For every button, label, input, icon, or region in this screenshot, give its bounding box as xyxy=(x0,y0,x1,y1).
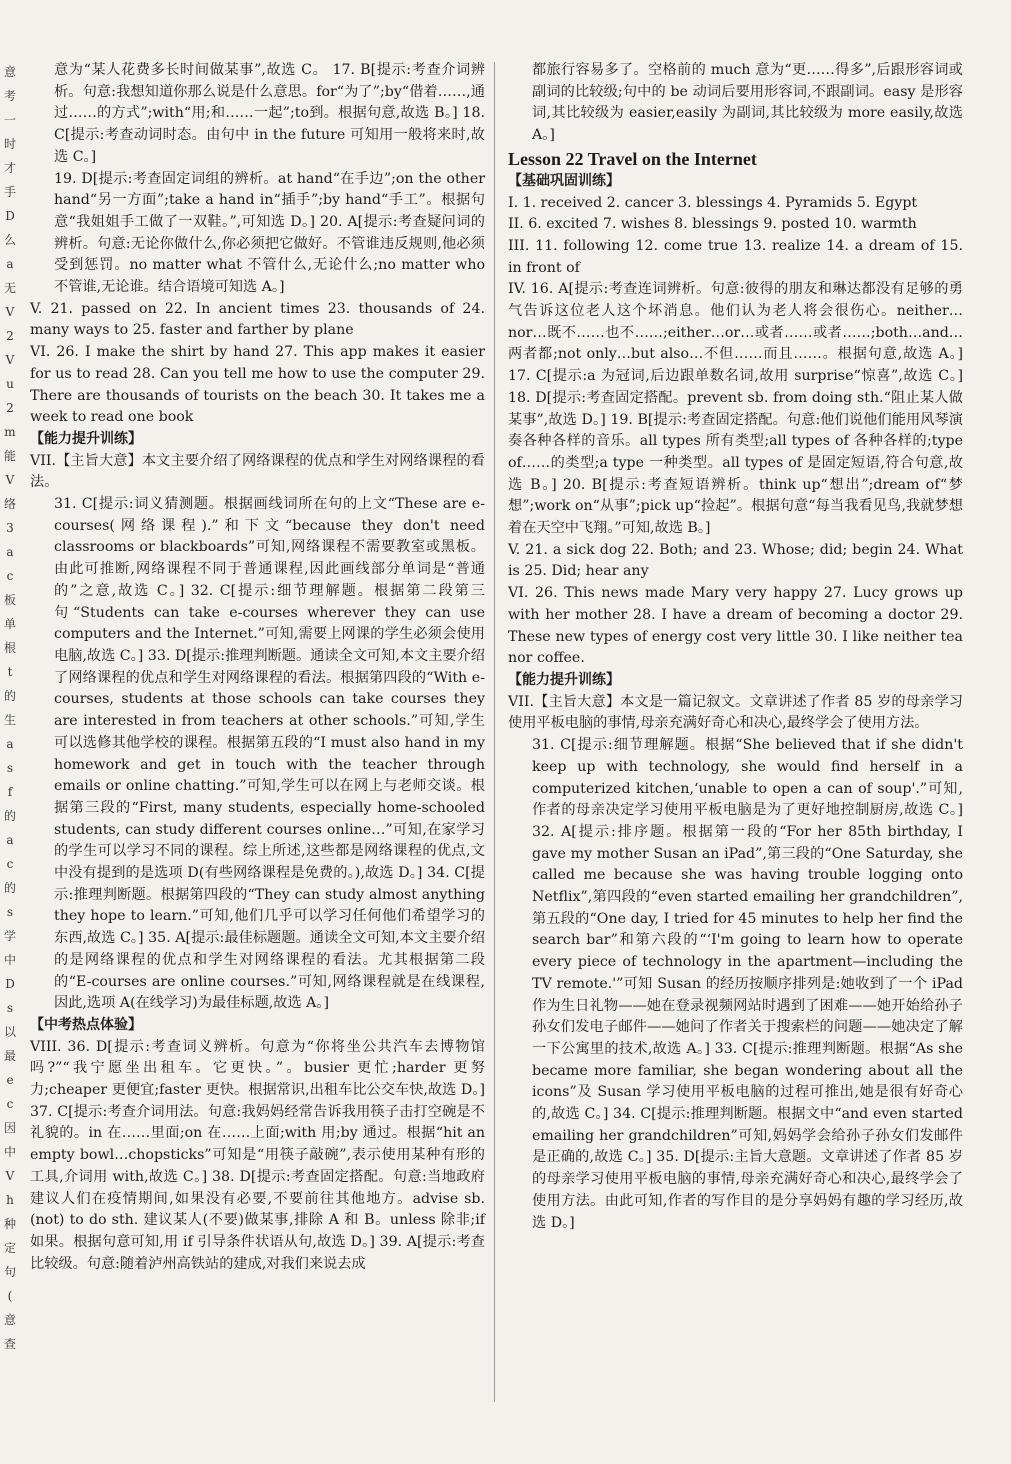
answer-paragraph: 意为“某人花费多长时间做某事”,故选 C。 17. B[提示:考查介词辨析。句意:我想知道你那么说是什么意思。for“为了”;by“借着……,通过……的方式”;with“用;和……一起”;to到。根据句意,故选 B。] 18. C[提示:考查动词时态。由句中 in the future 可知用一般将来时,故选 C。] xyxy=(54,62,485,165)
edge-char: s xyxy=(6,1001,14,1015)
edge-char: 无 xyxy=(3,281,16,295)
section-heading: 【能力提升训练】 xyxy=(30,430,142,447)
right-column xyxy=(508,60,963,1234)
edge-char: c xyxy=(6,569,14,583)
edge-char: 定 xyxy=(3,1241,16,1255)
edge-char: 2 xyxy=(6,401,14,415)
answer-paragraph: VIII. 36. D[提示:考查词义辨析。句意为“你将坐公共汽车去博物馆吗?”“我宁愿坐出租车。它更快。”。busier 更忙;harder 更努力;cheaper 更便宜;faster 更快。根据常识,出租车比公交车快,故选 D。] 37. C[提示:考查介词用法。句意:我妈妈经常告诉我用筷子击打空碗是不礼貌的。in 在……里面;on 在……上面;with 用;by 通过。根据“hit an empty bowl…chopsticks”可知是“用筷子敲碗”,表示使用某种有形的工具,介词用 with,故选 C。] 38. D[提示:考查固定搭配。句意:当地政府建议人们在疫情期间,如果没有必要,不要前往其他地方。advise sb. (not) to do sth. 建议某人(不要)做某事,排除 A 和 B。unless 除非;if 如果。根据句意可知,用 if 引导条件状语从句,故选 D。] 39. A[提示:考查比较级。句意:随着泸州高铁站的建成,对我们来说去成 xyxy=(30,1038,485,1272)
left-edge-fragment xyxy=(0,60,20,1400)
edge-char: 2 xyxy=(6,329,14,343)
edge-char: D xyxy=(5,977,15,991)
edge-char: 单 xyxy=(3,617,16,631)
edge-char: u xyxy=(6,377,14,391)
edge-char: 根 xyxy=(3,641,16,655)
lesson-title: Lesson 22 Travel on the Internet xyxy=(508,148,757,169)
edge-char: 的 xyxy=(3,809,16,823)
edge-char: m xyxy=(4,425,16,439)
left-column xyxy=(30,60,485,1275)
answer-paragraph: 31. C[提示:细节理解题。根据“She believed that if she didn't keep up with technology, she would find herself in a computerized kitchen,‘unable to open a can of soup'.”可知,作者的母亲决定学习使用平板电脑是为了更好地控制厨房,故选 C。] 32. A[提示:排序题。根据第一段的“For her 85th birthday, I gave my mother Susan an iPad”,第三段的“One Saturday, she called me because she was having trouble logging onto Netflix”,第四段的“even started emailing her grandchildren”,第五段的“One day, I tried for 45 minutes to help her find the search bar”和第六段的“‘I'm going to learn how to operate every piece of technology in the apartment—including the TV remote.'”可知 Susan 的经历按顺序排列是:她收到了一个 iPad 作为生日礼物——她在登录视频网站时遇到了困难——她开始给孙子孙女们发电子邮件——她问了作者关于搜索栏的问题——她决定了解一下公寓里的技术,故选 A。] 33. C[提示:推理判断题。根据“As she became more familiar, she began wondering about all the icons”及 Susan 学习使用平板电脑的过程可推出,她是很有好奇心的,故选 C。] 34. C[提示:推理判断题。根据文中“and even started emailing her grandchildren”可知,妈妈学会给孙子孙女们发邮件是正确的,故选 C。] 35. D[提示:主旨大意题。文章讲述了作者 85 岁的母亲学习使用平板电脑的事情,母亲充满好奇心和决心,最终学会了使用方法。由此可知,作者的写作目的是分享妈妈有趣的学习经历,故选 D。] xyxy=(532,737,963,1231)
edge-char: V xyxy=(5,353,15,367)
edge-char: V xyxy=(5,473,15,487)
answer-paragraph: VII.【主旨大意】本文主要介绍了网络课程的优点和学生对网络课程的看法。 xyxy=(30,452,485,491)
edge-char: a xyxy=(6,257,14,271)
edge-char: 生 xyxy=(3,713,16,727)
edge-char: 能 xyxy=(3,449,16,463)
edge-char: c xyxy=(6,857,14,871)
edge-char: 板 xyxy=(3,593,16,607)
edge-char: V xyxy=(5,305,15,319)
edge-char: 意 xyxy=(3,65,16,79)
edge-char: e xyxy=(6,1073,14,1087)
answer-paragraph: VI. 26. I make the shirt by hand 27. This app makes it easier for us to read 28. Can you tell me how to use the computer 29. There are thousands of tourists on the beach 30. It takes me a week to read one book xyxy=(30,344,485,426)
answer-paragraph: VII.【主旨大意】本文是一篇记叙文。文章讲述了作者 85 岁的母亲学习使用平板电脑的事情,母亲充满好奇心和决心,最终学会了使用方法。 xyxy=(508,693,963,732)
answer-paragraph: 19. D[提示:考查固定词组的辨析。at hand“在手边”;on the other hand“另一方面”;take a hand in“插手”;by hand“手工”。根据句意“我姐姐手工做了一双鞋。”,可知选 D。] 20. A[提示:考查疑问词的辨析。句意:无论你做什么,你必须把它做好。不管谁违反规则,他必须受到惩罚。no matter what 不管什么,无论什么;no matter who 不管谁,无论谁。结合语境可知选 A。] xyxy=(54,170,485,296)
answer-paragraph: I. 1. received 2. cancer 3. blessings 4. Pyramids 5. Egypt xyxy=(508,194,918,211)
section-heading: 【中考热点体验】 xyxy=(30,1016,142,1033)
edge-char: h xyxy=(6,1193,14,1207)
edge-char: 中 xyxy=(3,1145,16,1159)
edge-char: 以 xyxy=(3,1025,16,1039)
section-heading: 【能力提升训练】 xyxy=(508,671,620,688)
edge-char: 句 xyxy=(3,1265,16,1279)
edge-char: s xyxy=(6,761,14,775)
edge-char: s xyxy=(6,905,14,919)
edge-char: V xyxy=(5,1169,15,1183)
answer-paragraph: IV. 16. A[提示:考查连词辨析。句意:彼得的朋友和琳达都没有足够的勇气告诉这位老人这个坏消息。他们认为老人将会很伤心。neither…nor…既不……也不……;either…or…或者……或者……;both…and…两者都;not only…but also…不但……而且……。根据句意,故选 A。] 17. C[提示:a 为冠词,后边跟单数名词,故用 surprise“惊喜”,故选 C。] 18. D[提示:考查固定搭配。prevent sb. from doing sth.“阻止某人做某事”,故选 D。] 19. B[提示:考查固定搭配。句意:他们说他们能用风琴演奏各种各样的音乐。all types 所有类型;all types of 各种各样的;type of……的类型;a type 一种类型。all types of 是固定短语,符合句意,故选 B。] 20. B[提示:考查短语辨析。think up“想出”;dream of“梦想”;work on“从事”;pick up“捡起”。根据句意“每当我看见鸟,我就梦想着在天空中飞翔。”可知,故选 B。] xyxy=(508,281,963,537)
answer-paragraph: V. 21. a sick dog 22. Both; and 23. Whose; did; begin 24. What is 25. Did; hear any xyxy=(508,541,963,580)
answer-paragraph: 都旅行容易多了。空格前的 much 意为“更……得多”,后跟形容词或副词的比较级;句中的 be 动词后要用形容词,不跟副词。easy 是形容词,其比较级为 easier,easily 为副词,其比较级为 more easily,故选 A。] xyxy=(532,62,963,144)
edge-char: a xyxy=(6,545,14,559)
answer-paragraph: II. 6. excited 7. wishes 8. blessings 9. posted 10. warmth xyxy=(508,216,917,233)
edge-char: a xyxy=(6,833,14,847)
edge-char: 的 xyxy=(3,881,16,895)
edge-char: 学 xyxy=(3,929,16,943)
edge-char: 查 xyxy=(3,1337,16,1351)
edge-char: 最 xyxy=(3,1049,16,1063)
answer-paragraph: VI. 26. This news made Mary very happy 27. Lucy grows up with her mother 28. I have a dream of becoming a doctor 29. These new types of energy cost very little 30. I like neither tea nor coffee. xyxy=(508,585,963,667)
edge-char: 络 xyxy=(3,497,16,511)
edge-char: t xyxy=(7,665,13,679)
edge-char: f xyxy=(7,785,13,799)
edge-char: a xyxy=(6,737,14,751)
edge-char: 因 xyxy=(3,1121,16,1135)
section-heading: 【基础巩固训练】 xyxy=(508,172,620,189)
edge-char: 时 xyxy=(3,137,16,151)
column-divider xyxy=(494,62,495,1402)
edge-char: 意 xyxy=(3,1313,16,1327)
edge-char: 么 xyxy=(3,233,16,247)
edge-char: 考 xyxy=(3,89,16,103)
edge-char: c xyxy=(6,1097,14,1111)
edge-char: 一 xyxy=(3,113,16,127)
edge-char: D xyxy=(5,209,15,223)
edge-char: 3 xyxy=(6,521,14,535)
edge-char: ( xyxy=(7,1289,13,1303)
edge-char: 种 xyxy=(3,1217,16,1231)
edge-char: 中 xyxy=(3,953,16,967)
answer-paragraph: III. 11. following 12. come true 13. realize 14. a dream of 15. in front of xyxy=(508,237,963,276)
edge-char: 的 xyxy=(3,689,16,703)
edge-char: 手 xyxy=(3,185,16,199)
answer-paragraph: V. 21. passed on 22. In ancient times 23. thousands of 24. many ways to 25. faster and farther by plane xyxy=(30,300,485,339)
edge-char: 才 xyxy=(3,161,16,175)
answer-paragraph: 31. C[提示:词义猜测题。根据画线词所在句的上文“These are e-courses(网络课程).”和下文“because they don't need classrooms or blackboards”可知,网络课程不需要教室或黑板。由此可推断,网络课程不同于普通课程,因此画线部分单词是“普通的”之意,故选 C。] 32. C[提示:细节理解题。根据第二段第三句“Students can take e-courses wherever they can use computers and the Internet.”可知,需要上网课的学生必须会使用电脑,故选 C。] 33. D[提示:推理判断题。通读全文可知,本文主要介绍了网络课程的优点和学生对网络课程的看法。根据第四段的“With e-courses, students at those schools can take courses they are interested in from teachers at other schools.”可知,学生可以选修其他学校的课程。根据第五段的“I must also hand in my homework and get in touch with the teacher through emails or online chatting.”可知,学生可以在网上与老师交谈。根据第三段的“First, many students, especially home-schooled students, can study different courses online…”可知,在家学习的学生可以学习不同的课程。综上所述,这些都是网络课程的优点,文中没有提到的是选项 D(有些网络课程是免费的。),故选 D。] 34. C[提示:推理判断题。根据第四段的“They can study almost anything they hope to learn.”可知,他们几乎可以学习任何他们希望学习的东西,故选 C。] 35. A[提示:最佳标题题。通读全文可知,本文主要介绍的是网络课程的优点和学生对网络课程的看法。尤其根据第二段的“E-courses are online courses.”可知,网络课程就是在线课程,因此,选项 A(在线学习)为最佳标题,故选 A。] xyxy=(54,496,485,1012)
